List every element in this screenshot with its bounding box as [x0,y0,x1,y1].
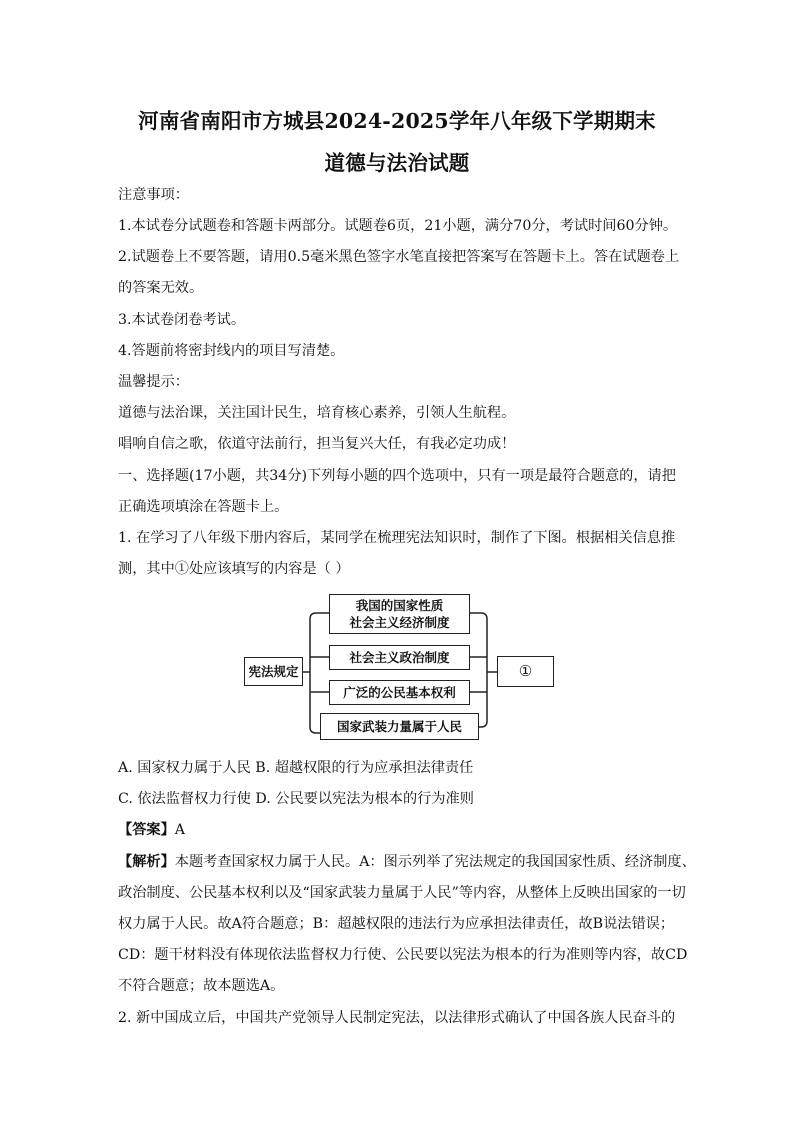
notice-item-3: 3.本试卷闭卷考试。 [118,312,246,328]
section-heading: 一、选择题(17小题，共34分)下列每小题的四个选项中，只有一项是最符合题意的，请把 [118,468,676,484]
analysis-label: 【解析】 [118,854,175,870]
analysis-line-5: 不符合题意；故本题选A。 [118,978,285,994]
answer-line [118,820,688,840]
notice-item-4: 4.答题前将密封线内的项目写清楚。 [118,343,345,359]
answer-label: 【答案】 [118,822,175,838]
analysis-line-1 [118,852,696,872]
nature-label: 我国的国家性质 [355,598,444,613]
analysis-line-2: 政治制度、公民基本权利以及“国家武装力量属于人民”等内容，从整体上反映出国家的一切 [118,885,686,901]
notice-heading: 注意事项： [118,187,189,203]
notice-item-1: 1.本试卷分试题卷和答题卡两部分。试题卷6页，21小题，满分70分，考试时间60分钟。 [118,218,678,234]
tips-heading: 温馨提示： [118,374,189,390]
exam-subtitle: 道德与法治试题 [324,151,470,175]
question-1-stem: 1. 在学习了八年级下册内容后，某同学在梳理宪法知识时，制作了下图。根据相关信息推 [118,530,676,546]
answer-value: A [174,822,186,838]
options-cd: C. 依法监督权力行使 D. 公民要以宪法为根本的行为准则 [118,791,474,807]
question-1-stem-cont: 测，其中①处应该填写的内容是（ ） [118,561,350,577]
options-ab: A. 国家权力属于人民 B. 超越权限的行为应承担法律责任 [118,760,474,776]
analysis-line-3: 权力属于人民。故A符合题意；B：超越权限的违法行为应承担法律责任，故B说法错误； [118,916,675,932]
blank-circle-1-box: ① [497,656,554,687]
notice-item-2: 2.试题卷上不要答题，请用0.5毫米黑色签字水笔直接把答案写在答题卡上。答在试题卷上 [118,249,680,265]
tips-line-2: 唱响自信之歌，依道守法前行，担当复兴大任，有我必定功成！ [118,436,516,452]
armed-forces-box: 国家武装力量属于人民 [320,713,479,740]
political-system-box: 社会主义政治制度 [329,645,470,670]
economy-label: 社会主义经济制度 [349,615,450,630]
exam-title: 河南省南阳市方城县2024-2025学年八年级下学期期末 [138,109,656,133]
nature-economy-box [329,594,470,634]
tips-line-1: 道德与法治课，关注国计民生，培育核心素养，引领人生航程。 [118,405,516,421]
question-2-stem: 2. 新中国成立后，中国共产党领导人民制定宪法，以法律形式确认了中国各族人民奋斗的 [118,1010,676,1026]
analysis-line-4: CD：题干材料没有体现依法监督权力行使、公民要以宪法为根本的行为准则等内容，故CD [118,947,688,963]
section-heading-cont: 正确选项填涂在答题卡上。 [118,499,289,515]
citizen-rights-box: 广泛的公民基本权利 [329,680,470,705]
right-bracket-line [470,613,487,727]
constitution-box: 宪法规定 [244,657,303,686]
analysis-text-1: 本题考查国家权力属于人民。A：图示列举了宪法规定的我国国家性质、经济制度、 [174,854,696,870]
notice-item-2-cont: 的答案无效。 [118,280,204,296]
